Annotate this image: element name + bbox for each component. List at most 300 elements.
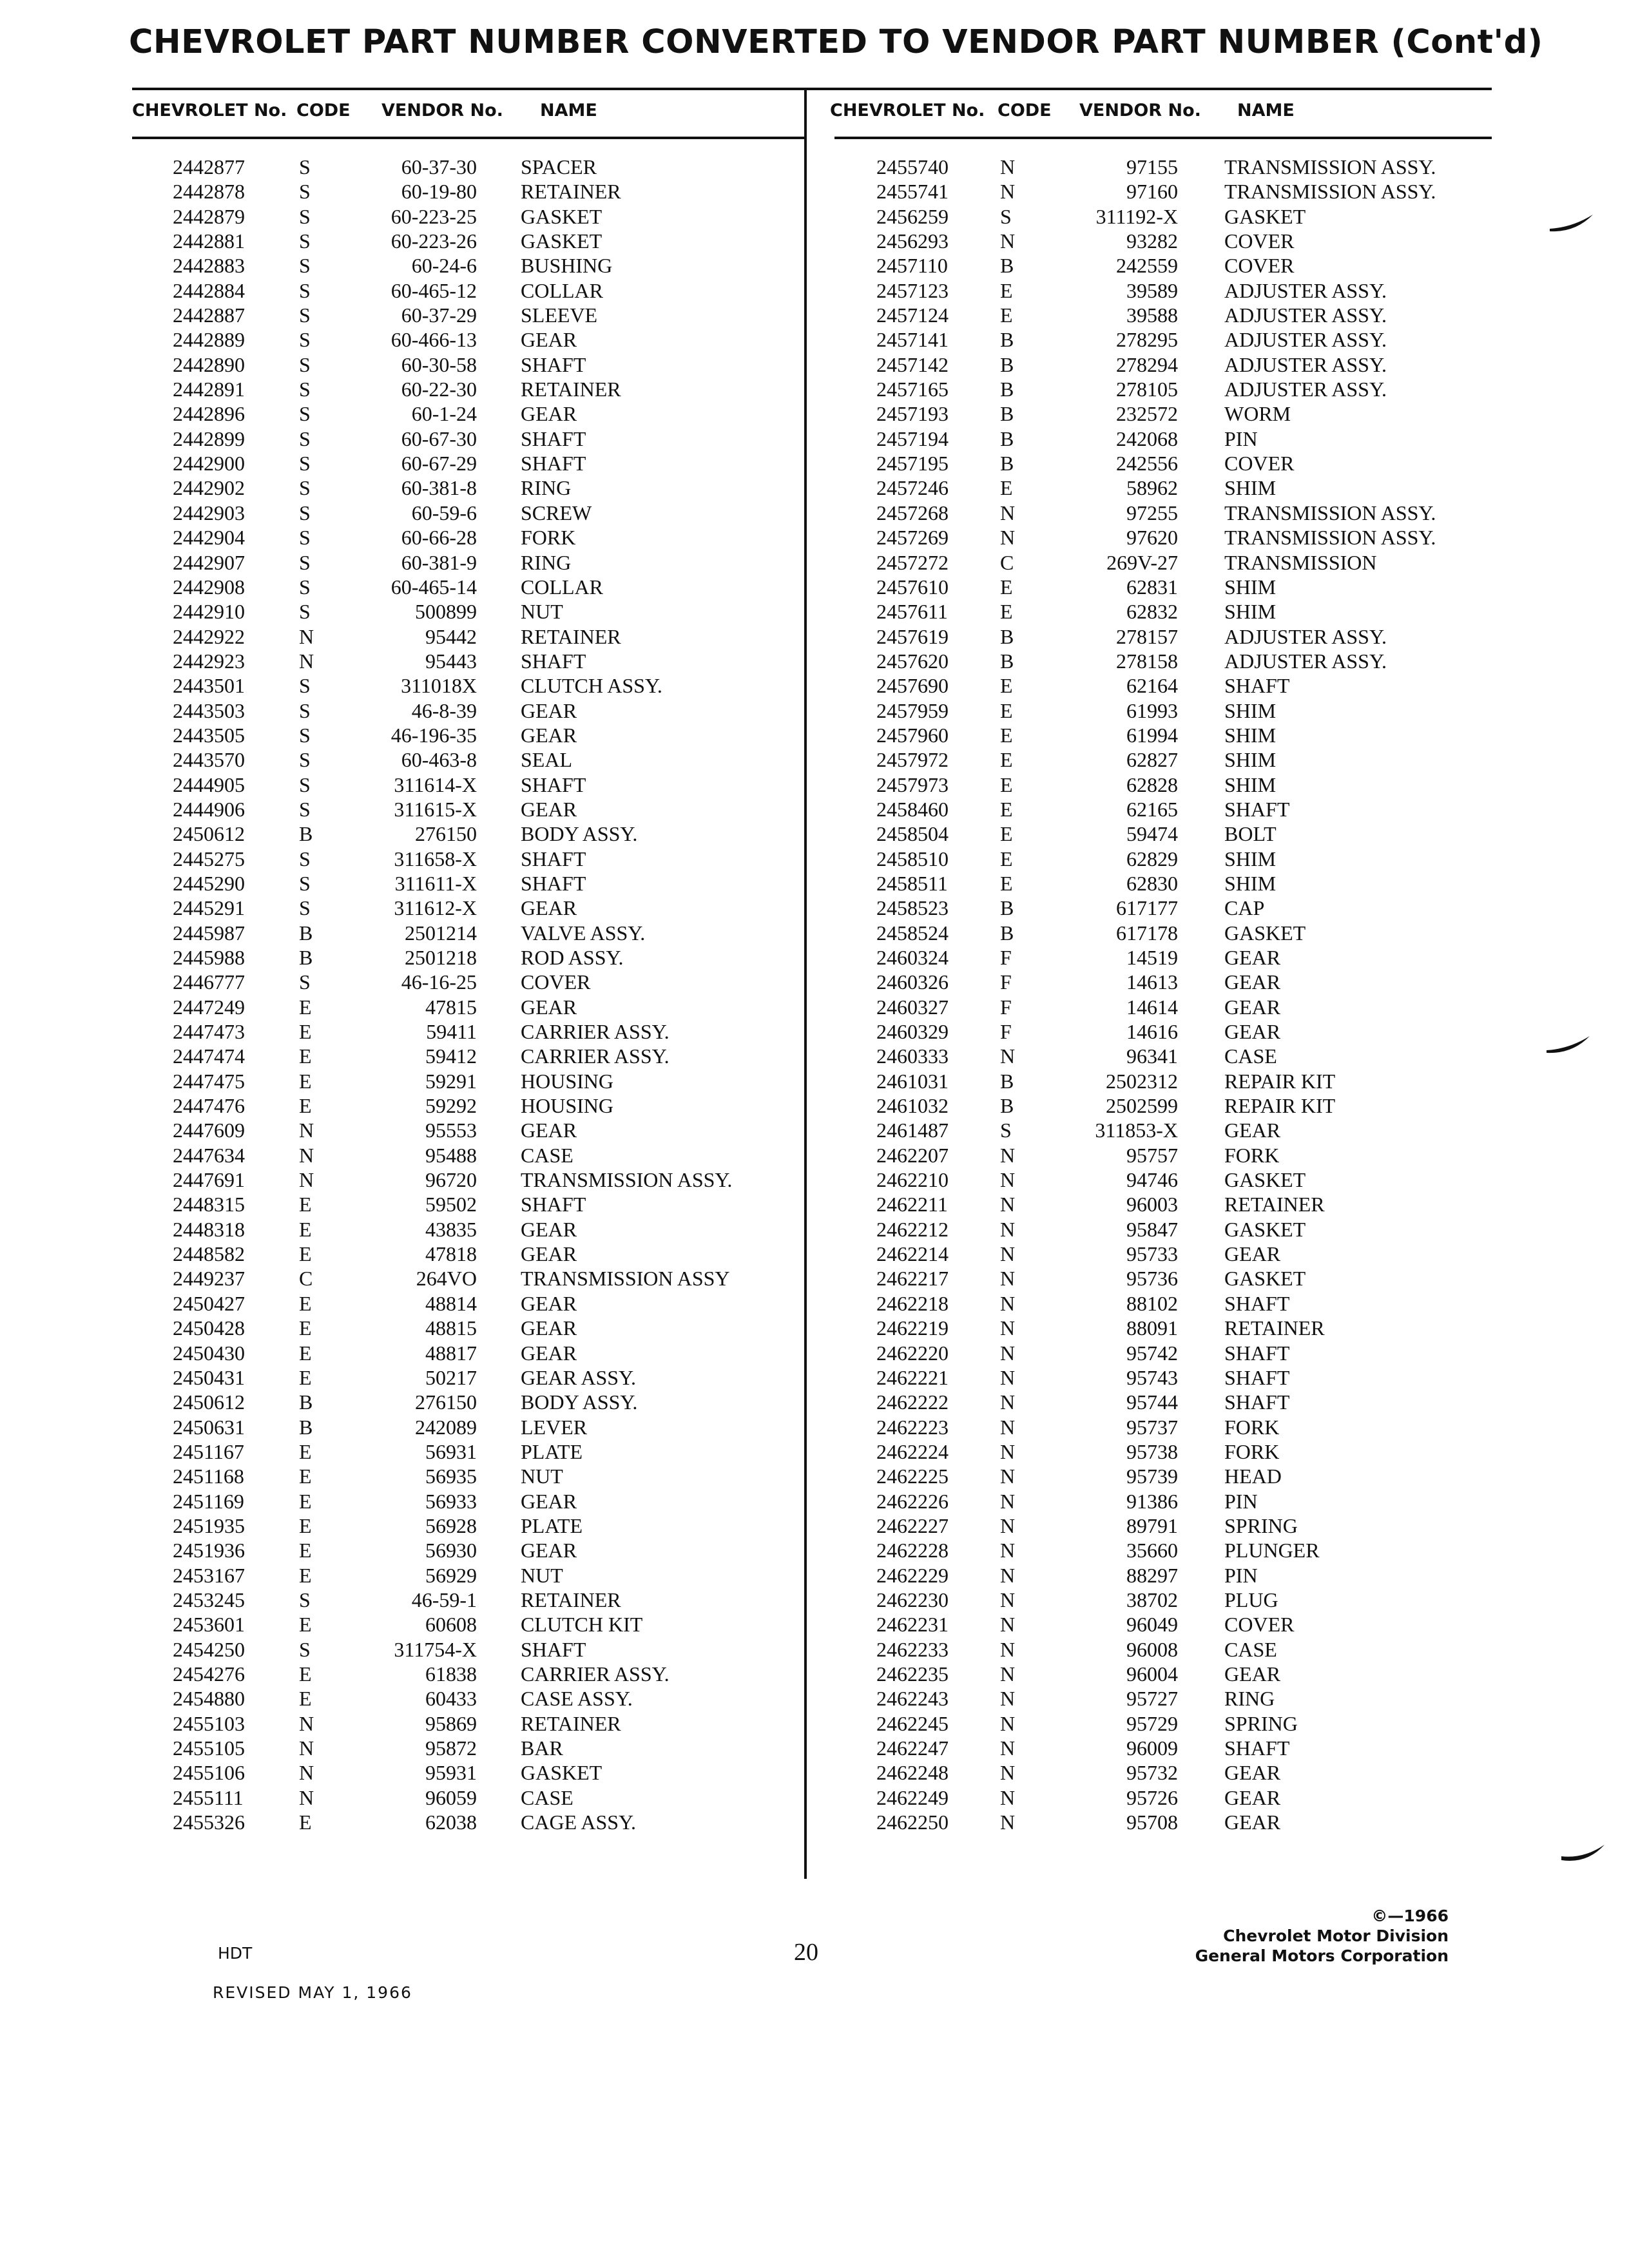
header-bottom-rule-right: [834, 137, 1492, 139]
vendor-no: 60-59-6: [411, 501, 477, 524]
code: N: [299, 1119, 314, 1142]
part-name: SPRING: [1224, 1711, 1298, 1735]
table-row: [0, 352, 799, 377]
table-row: [0, 1266, 799, 1291]
table-row: [0, 1760, 799, 1785]
part-name: BOLT: [1224, 822, 1277, 846]
chevrolet-no: 2455111: [173, 1785, 244, 1809]
table-row: [0, 229, 799, 253]
table-row: [0, 896, 799, 920]
code: E: [1000, 674, 1013, 698]
table-row: [812, 501, 1624, 525]
table-row: [812, 1588, 1624, 1612]
code: S: [299, 501, 311, 524]
table-row: [812, 352, 1624, 377]
chevrolet-no: 2457141: [876, 328, 949, 352]
vendor-no: 95443: [425, 649, 477, 673]
part-name: GEAR: [521, 1489, 577, 1513]
chevrolet-no: 2442884: [173, 278, 245, 302]
table-row: [812, 1365, 1624, 1390]
vendor-no: 43835: [425, 1217, 477, 1241]
table-row: [812, 1266, 1624, 1291]
code: E: [299, 1094, 312, 1118]
part-name: CLUTCH ASSY.: [521, 674, 662, 698]
vendor-no: 60-463-8: [401, 748, 477, 772]
table-row: [812, 822, 1624, 846]
code: S: [299, 896, 311, 920]
part-name: TRANSMISSION ASSY.: [1224, 180, 1436, 204]
chevrolet-no: 2456293: [876, 229, 949, 253]
header-bottom-rule-left: [132, 137, 805, 139]
vendor-no: 58962: [1126, 476, 1178, 500]
vendor-no: 96049: [1126, 1613, 1178, 1637]
chevrolet-no: 2461032: [876, 1094, 949, 1118]
vendor-no: 2501214: [405, 921, 477, 945]
vendor-no: 2502599: [1106, 1094, 1178, 1118]
part-name: SCREW: [521, 501, 592, 524]
code: S: [299, 847, 311, 870]
header-name: NAME: [540, 101, 597, 120]
part-name: GEAR: [521, 995, 577, 1019]
part-name: COVER: [1224, 452, 1295, 476]
code: S: [299, 452, 311, 476]
chevrolet-no: 2451167: [173, 1439, 244, 1463]
vendor-no: 96059: [425, 1785, 477, 1809]
table-row: [0, 204, 799, 229]
part-name: SHAFT: [1224, 674, 1290, 698]
part-name: BODY ASSY.: [521, 1390, 638, 1414]
code: B: [1000, 378, 1014, 401]
part-name: GEAR: [1224, 1119, 1281, 1142]
vendor-no: 94746: [1126, 1168, 1178, 1192]
vendor-no: 60-1-24: [411, 402, 477, 426]
vendor-no: 95739: [1126, 1465, 1178, 1488]
vendor-no: 95553: [425, 1119, 477, 1142]
vendor-no: 95488: [425, 1143, 477, 1167]
vendor-no: 96003: [1126, 1193, 1178, 1216]
code: N: [1000, 155, 1016, 178]
table-row: [0, 673, 799, 698]
chevrolet-no: 2450427: [173, 1291, 245, 1315]
chevrolet-no: 2445275: [173, 847, 245, 870]
vendor-no: 95726: [1126, 1785, 1178, 1809]
part-name: SHAFT: [521, 352, 586, 376]
chevrolet-no: 2447473: [173, 1020, 245, 1044]
part-name: GEAR: [521, 1119, 577, 1142]
vendor-no: 59411: [426, 1020, 477, 1044]
part-name: COLLAR: [521, 278, 603, 302]
vendor-no: 2502312: [1106, 1069, 1178, 1093]
chevrolet-no: 2453245: [173, 1588, 245, 1611]
part-name: TRANSMISSION: [1224, 550, 1377, 574]
chevrolet-no: 2462249: [876, 1785, 949, 1809]
chevrolet-no: 2447475: [173, 1069, 245, 1093]
vendor-no: 60-466-13: [390, 328, 477, 352]
chevrolet-no: 2461487: [876, 1119, 949, 1142]
code: E: [299, 1291, 312, 1315]
part-name: CAGE ASSY.: [521, 1811, 637, 1834]
chevrolet-no: 2457246: [876, 476, 949, 500]
vendor-no: 311612-X: [394, 896, 477, 920]
table-row: [0, 747, 799, 772]
part-name: RETAINER: [1224, 1193, 1325, 1216]
chevrolet-no: 2457268: [876, 501, 949, 524]
code: E: [299, 1687, 312, 1711]
part-name: RETAINER: [521, 180, 621, 204]
chevrolet-no: 2460329: [876, 1020, 949, 1044]
vendor-no: 47818: [425, 1242, 477, 1266]
part-name: TRANSMISSION ASSY.: [521, 1168, 733, 1192]
vendor-no: 311754-X: [394, 1637, 477, 1661]
chevrolet-no: 2462223: [876, 1415, 949, 1439]
code: B: [1000, 921, 1014, 945]
chevrolet-no: 2457110: [876, 254, 948, 278]
chevrolet-no: 2450631: [173, 1415, 245, 1439]
chevrolet-no: 2442903: [173, 501, 245, 524]
vendor-no: 278295: [1116, 328, 1178, 352]
code: S: [1000, 1119, 1012, 1142]
chevrolet-no: 2448582: [173, 1242, 245, 1266]
code: S: [299, 155, 311, 178]
part-name: SEAL: [521, 748, 572, 772]
part-name: SHIM: [1224, 600, 1277, 624]
code: S: [299, 303, 311, 327]
part-name: COLLAR: [521, 575, 603, 599]
vendor-no: 278158: [1116, 649, 1178, 673]
vendor-no: 62827: [1126, 748, 1178, 772]
chevrolet-no: 2457960: [876, 723, 949, 747]
vendor-no: 95708: [1126, 1811, 1178, 1834]
part-name: SHAFT: [1224, 1341, 1290, 1365]
table-row: [812, 1291, 1624, 1316]
code: N: [1000, 1662, 1016, 1686]
part-name: GASKET: [1224, 204, 1306, 228]
part-name: NUT: [521, 1563, 563, 1587]
code: E: [299, 1613, 312, 1637]
chevrolet-no: 2460324: [876, 946, 949, 969]
division: Chevrolet Motor Division: [1223, 1927, 1449, 1945]
code: N: [1000, 1365, 1016, 1389]
part-name: PIN: [1224, 1489, 1258, 1513]
vendor-no: 88102: [1126, 1291, 1178, 1315]
vendor-no: 242556: [1116, 452, 1178, 476]
table-row: [0, 1118, 799, 1142]
chevrolet-no: 2447634: [173, 1143, 245, 1167]
code: N: [1000, 1267, 1016, 1291]
code: N: [299, 1761, 314, 1785]
chevrolet-no: 2445291: [173, 896, 245, 920]
table-row: [812, 970, 1624, 994]
chevrolet-no: 2449237: [173, 1267, 245, 1291]
column-divider: [804, 88, 807, 1879]
code: E: [299, 1662, 312, 1686]
chevrolet-no: 2442910: [173, 600, 245, 624]
code: E: [299, 1193, 312, 1216]
table-row: [812, 1489, 1624, 1514]
part-name: GASKET: [521, 204, 602, 228]
table-row: [812, 921, 1624, 945]
table-row: [812, 1390, 1624, 1414]
corporation: General Motors Corporation: [1195, 1946, 1449, 1965]
chevrolet-no: 2461031: [876, 1069, 949, 1093]
part-name: CASE ASSY.: [521, 1687, 633, 1711]
part-name: RETAINER: [521, 624, 621, 648]
vendor-no: 60-465-12: [390, 278, 477, 302]
table-row: [0, 1637, 799, 1662]
vendor-no: 39589: [1126, 278, 1178, 302]
chevrolet-no: 2443570: [173, 748, 245, 772]
chevrolet-no: 2442887: [173, 303, 245, 327]
header-top-rule-left: [132, 88, 805, 90]
revised-date: REVISED MAY 1, 1966: [213, 1983, 412, 2002]
code: E: [1000, 773, 1013, 796]
vendor-no: 48815: [425, 1316, 477, 1340]
part-name: SHAFT: [521, 847, 586, 870]
chevrolet-no: 2462243: [876, 1687, 949, 1711]
code: S: [299, 674, 311, 698]
page-number: 20: [794, 1939, 818, 1966]
chevrolet-no: 2457269: [876, 526, 949, 550]
chevrolet-no: 2442922: [173, 624, 245, 648]
table-row: [0, 377, 799, 401]
code: S: [299, 748, 311, 772]
code: E: [299, 1341, 312, 1365]
chevrolet-no: 2442908: [173, 575, 245, 599]
code: E: [1000, 797, 1013, 821]
part-name: RETAINER: [521, 1588, 621, 1611]
part-name: SHIM: [1224, 773, 1277, 796]
table-row: [812, 1143, 1624, 1168]
table-row: [0, 1019, 799, 1044]
table-row: [812, 1242, 1624, 1266]
vendor-no: 96009: [1126, 1736, 1178, 1760]
part-name: TRANSMISSION ASSY: [521, 1267, 730, 1291]
part-name: GEAR: [521, 1316, 577, 1340]
part-name: SHIM: [1224, 698, 1277, 722]
part-name: BUSHING: [521, 254, 613, 278]
vendor-no: 60-37-30: [401, 155, 477, 178]
chevrolet-no: 2458511: [876, 871, 948, 895]
chevrolet-no: 2442891: [173, 378, 245, 401]
code: E: [299, 1563, 312, 1587]
table-row: [812, 649, 1624, 673]
code: N: [299, 1736, 314, 1760]
code: B: [1000, 1069, 1014, 1093]
part-name: CASE: [521, 1785, 574, 1809]
chevrolet-no: 2448315: [173, 1193, 245, 1216]
chevrolet-no: 2443503: [173, 698, 245, 722]
code: E: [299, 1811, 312, 1834]
vendor-no: 617177: [1116, 896, 1178, 920]
vendor-no: 62830: [1126, 871, 1178, 895]
code: E: [1000, 847, 1013, 870]
table-row: [812, 747, 1624, 772]
chevrolet-no: 2462219: [876, 1316, 949, 1340]
table-row: [0, 773, 799, 797]
chevrolet-no: 2447609: [173, 1119, 245, 1142]
vendor-no: 500899: [415, 600, 477, 624]
part-name: HOUSING: [521, 1069, 613, 1093]
chevrolet-no: 2457124: [876, 303, 949, 327]
parts-table-left: [0, 155, 799, 1834]
table-row: [0, 1538, 799, 1562]
part-name: GEAR: [521, 1341, 577, 1365]
header-name: NAME: [1237, 101, 1295, 120]
vendor-no: 96008: [1126, 1637, 1178, 1661]
chevrolet-no: 2454250: [173, 1637, 245, 1661]
chevrolet-no: 2460327: [876, 995, 949, 1019]
part-name: FORK: [1224, 1439, 1280, 1463]
table-row: [0, 155, 799, 179]
vendor-no: 95743: [1126, 1365, 1178, 1389]
table-row: [812, 1662, 1624, 1686]
page-title: CHEVROLET PART NUMBER CONVERTED TO VENDOR PART NUMBER (Cont'd): [129, 23, 1543, 61]
code: E: [299, 1365, 312, 1389]
part-name: PLUNGER: [1224, 1539, 1320, 1562]
vendor-no: 96341: [1126, 1044, 1178, 1068]
part-name: SHAFT: [521, 1637, 586, 1661]
vendor-no: 59474: [1126, 822, 1178, 846]
table-row: [0, 871, 799, 896]
vendor-no: 14616: [1126, 1020, 1178, 1044]
vendor-no: 62832: [1126, 600, 1178, 624]
code: E: [1000, 600, 1013, 624]
part-name: GEAR: [1224, 946, 1281, 969]
part-name: GEAR: [521, 797, 577, 821]
part-name: RING: [1224, 1687, 1275, 1711]
chevrolet-no: 2458504: [876, 822, 949, 846]
part-name: FORK: [521, 526, 576, 550]
code: S: [299, 402, 311, 426]
code: S: [299, 1588, 311, 1611]
chevrolet-no: 2451169: [173, 1489, 244, 1513]
code: S: [299, 427, 311, 450]
vendor-no: 95869: [425, 1711, 477, 1735]
part-name: GEAR: [521, 1291, 577, 1315]
copyright: ©—1966: [1371, 1907, 1449, 1925]
table-row: [0, 1810, 799, 1834]
vendor-no: 95442: [425, 624, 477, 648]
chevrolet-no: 2457619: [876, 624, 949, 648]
chevrolet-no: 2457272: [876, 550, 949, 574]
code: N: [1000, 1242, 1016, 1266]
part-name: REPAIR KIT: [1224, 1069, 1336, 1093]
vendor-no: 60-381-9: [401, 550, 477, 574]
part-name: GEAR: [521, 1539, 577, 1562]
part-name: NUT: [521, 600, 563, 624]
table-row: [812, 1093, 1624, 1118]
vendor-no: 60-19-80: [401, 180, 477, 204]
code: N: [1000, 1539, 1016, 1562]
vendor-no: 46-16-25: [401, 970, 477, 994]
chevrolet-no: 2445987: [173, 921, 245, 945]
table-row: [0, 427, 799, 451]
vendor-no: 59502: [425, 1193, 477, 1216]
vendor-no: 60-223-26: [390, 229, 477, 253]
code: S: [1000, 204, 1012, 228]
vendor-no: 61994: [1126, 723, 1178, 747]
vendor-no: 232572: [1116, 402, 1178, 426]
vendor-no: 60608: [425, 1613, 477, 1637]
code: N: [299, 1785, 314, 1809]
chevrolet-no: 2457194: [876, 427, 949, 450]
chevrolet-no: 2462245: [876, 1711, 949, 1735]
header-vendor-no: VENDOR No.: [381, 101, 503, 120]
code: S: [299, 550, 311, 574]
chevrolet-no: 2442923: [173, 649, 245, 673]
table-row: [812, 253, 1624, 278]
table-row: [812, 1439, 1624, 1464]
table-row: [812, 871, 1624, 896]
vendor-no: 278294: [1116, 352, 1178, 376]
part-name: PLATE: [521, 1439, 583, 1463]
chevrolet-no: 2455741: [876, 180, 949, 204]
part-name: GEAR: [521, 1217, 577, 1241]
chevrolet-no: 2451936: [173, 1539, 245, 1562]
vendor-no: 39588: [1126, 303, 1178, 327]
code: S: [299, 526, 311, 550]
table-row: [0, 1044, 799, 1068]
chevrolet-no: 2447476: [173, 1094, 245, 1118]
code: E: [1000, 822, 1013, 846]
table-row: [0, 624, 799, 649]
chevrolet-no: 2462226: [876, 1489, 949, 1513]
code: B: [1000, 649, 1014, 673]
table-row: [0, 1464, 799, 1488]
table-row: [0, 599, 799, 624]
chevrolet-no: 2442904: [173, 526, 245, 550]
part-name: SPRING: [1224, 1514, 1298, 1537]
chevrolet-no: 2462218: [876, 1291, 949, 1315]
vendor-no: 311658-X: [394, 847, 477, 870]
vendor-no: 278157: [1116, 624, 1178, 648]
vendor-no: 96720: [425, 1168, 477, 1192]
table-row: [812, 1563, 1624, 1588]
vendor-no: 56930: [425, 1539, 477, 1562]
vendor-no: 95757: [1126, 1143, 1178, 1167]
table-row: [0, 1291, 799, 1316]
check-mark-icon: [1543, 1031, 1595, 1057]
vendor-no: 2501218: [405, 946, 477, 969]
vendor-no: 276150: [415, 1390, 477, 1414]
part-name: SHAFT: [1224, 1365, 1290, 1389]
chevrolet-no: 2462217: [876, 1267, 949, 1291]
table-row: [0, 970, 799, 994]
part-name: SHAFT: [521, 649, 586, 673]
header-chevrolet-no: CHEVROLET No.: [830, 101, 985, 120]
vendor-no: 61838: [425, 1662, 477, 1686]
chevrolet-no: 2451168: [173, 1465, 244, 1488]
table-row: [0, 1736, 799, 1760]
part-name: HOUSING: [521, 1094, 613, 1118]
table-row: [812, 550, 1624, 575]
chevrolet-no: 2458510: [876, 847, 949, 870]
footer-publisher: [1195, 1906, 1449, 1966]
part-name: GASKET: [1224, 1267, 1306, 1291]
chevrolet-no: 2462221: [876, 1365, 949, 1389]
table-row: [812, 1760, 1624, 1785]
part-name: COVER: [1224, 229, 1295, 253]
table-row: [812, 945, 1624, 970]
chevrolet-no: 2457973: [876, 773, 949, 796]
table-row: [0, 723, 799, 747]
vendor-no: 95727: [1126, 1687, 1178, 1711]
vendor-no: 61993: [1126, 698, 1178, 722]
code: E: [299, 1465, 312, 1488]
part-name: VALVE ASSY.: [521, 921, 646, 945]
part-name: GASKET: [1224, 1168, 1306, 1192]
chevrolet-no: 2462227: [876, 1514, 949, 1537]
